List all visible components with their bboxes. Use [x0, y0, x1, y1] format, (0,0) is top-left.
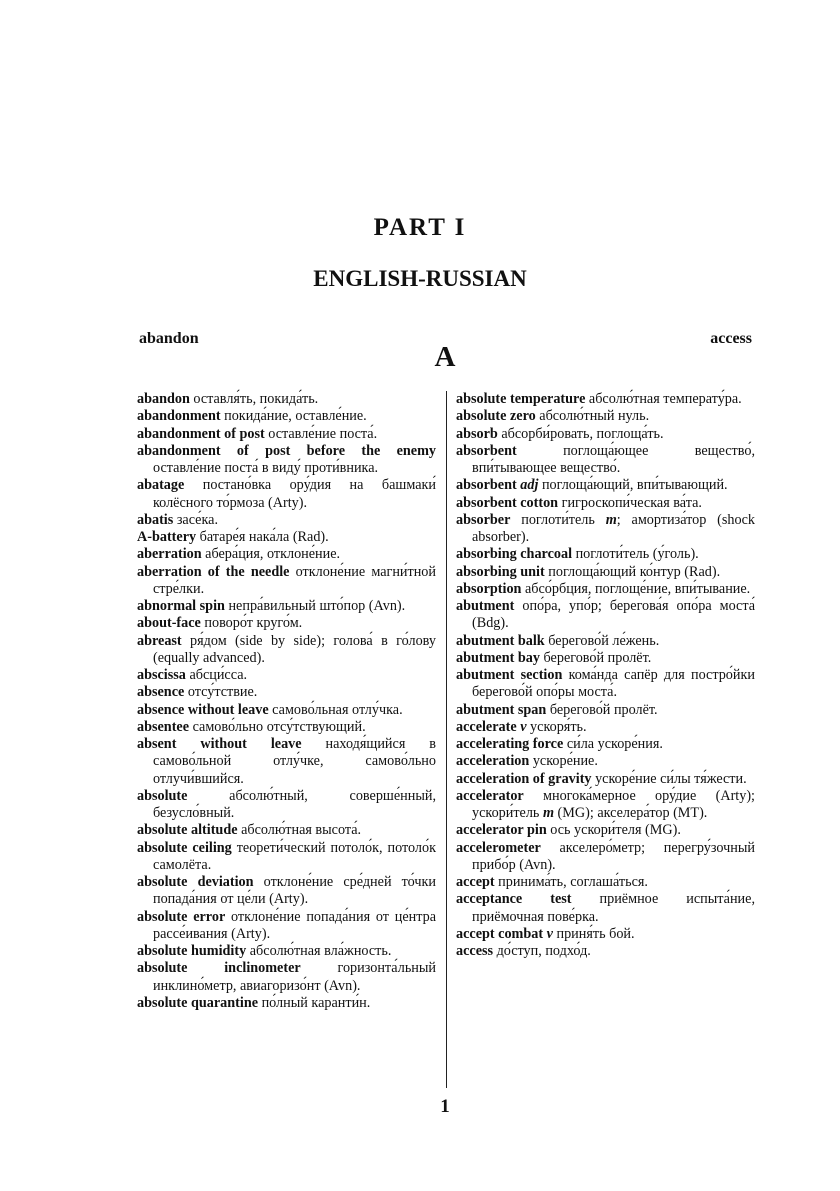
dictionary-entry: [137, 667, 436, 684]
entry-headword: abutment section: [456, 667, 563, 683]
entry-headword: absorbent: [456, 442, 517, 459]
entry-definition: покида́ние, оставле́ние.: [224, 408, 367, 425]
entry-headword: acceptance test: [456, 891, 572, 908]
entry-headword: absorption: [456, 580, 522, 597]
entry-definition: абсо́рбция, поглоще́ние, впи́тывание.: [524, 580, 751, 597]
entry-definition: оставле́ние поста́ в виду́ проти́вника.: [153, 460, 379, 476]
entry-headword: accelerator pin: [456, 822, 547, 839]
entry-definition: отсу́тствие.: [187, 684, 258, 701]
entry-definition: засе́ка.: [176, 511, 219, 528]
dictionary-entry: [137, 909, 436, 944]
dictionary-entry: [137, 684, 436, 701]
entry-grammar-label: adj: [520, 477, 539, 494]
entry-headword: absorbent cotton: [456, 494, 559, 511]
dictionary-entry: [456, 943, 755, 960]
entry-headword: abandonment of post before the enemy: [137, 442, 436, 459]
entry-headword: aberration of the needle: [137, 563, 290, 580]
entry-headword: absence: [137, 684, 185, 701]
guide-word-right: access: [710, 330, 752, 347]
entry-headword: absorbent: [456, 477, 517, 494]
entry-definition: самово́льная отлу́чка.: [272, 701, 403, 718]
entry-definition-continued: ; амортиза́тор (shock absorber).: [472, 511, 755, 545]
dictionary-entry: [456, 581, 755, 598]
dictionary-entry: [137, 702, 436, 719]
dictionary-entry: [137, 598, 436, 615]
section-letter: A: [434, 341, 456, 373]
dictionary-entry: [456, 719, 755, 736]
entry-headword: absorber: [456, 511, 511, 528]
entry-definition: ря́дом (side by side); голова́ в го́лову (equally advanced).: [153, 632, 436, 666]
dictionary-entry: [456, 408, 755, 425]
entry-definition: поглоти́тель (у́голь).: [575, 546, 699, 563]
entry-definition-continued: (MG); акселера́тор (MT).: [557, 805, 708, 821]
entry-definition: приня́ть бой.: [556, 925, 635, 942]
entry-definition: отклоне́ние попада́ния от це́нтра рассе́ивания (Arty).: [153, 908, 437, 942]
entry-headword: accelerate: [456, 718, 517, 735]
dictionary-entry: [456, 512, 755, 547]
dictionary-entry: [456, 443, 755, 478]
entry-grammar-label: v: [546, 925, 553, 942]
entry-headword: abandonment: [137, 408, 221, 425]
section-title: ENGLISH-RUSSIAN: [313, 266, 527, 291]
dictionary-entry: [137, 408, 436, 425]
entry-definition: абсолю́тная температу́ра.: [588, 391, 742, 407]
dictionary-entry: [137, 960, 436, 995]
page-number: 1: [440, 1096, 450, 1117]
dictionary-entry: [137, 615, 436, 632]
entry-definition: поглоща́ющее вещество́, впи́тывающее вещество́.: [472, 442, 756, 476]
entry-headword: accelerating force: [456, 736, 564, 752]
entry-definition: оставле́ние поста́.: [268, 425, 378, 442]
dictionary-entry: [456, 426, 755, 443]
entry-headword: absolute inclinometer: [137, 960, 301, 977]
entry-definition: до́ступ, подхо́д.: [496, 943, 591, 959]
entry-definition: отклоне́ние сре́дней то́чки попада́ния от це́ли (Arty).: [153, 874, 437, 908]
entry-definition: абсолю́тная высота́.: [241, 822, 362, 839]
entry-grammar-label: v: [520, 718, 527, 735]
column-divider: [446, 391, 447, 1088]
entry-definition: теорети́ческий потоло́к, потоло́к самолёта.: [153, 839, 436, 873]
entry-definition: берегово́й пролёт.: [543, 649, 652, 666]
dictionary-entry: [137, 874, 436, 909]
entry-definition: находя́щийся в самово́льной отлу́чке, самово́льно отлучи́вшийся.: [153, 736, 437, 787]
dictionary-entry: [137, 443, 436, 478]
dictionary-entry: [456, 546, 755, 563]
entry-definition: абсци́сса.: [189, 667, 248, 683]
entry-headword: absolute quarantine: [137, 994, 259, 1011]
dictionary-entry: [456, 874, 755, 891]
entry-definition: берегово́й ле́жень.: [548, 632, 660, 649]
dictionary-entry: [137, 633, 436, 668]
entry-headword: absorb: [456, 425, 498, 442]
dictionary-entry: [137, 529, 436, 546]
entry-definition: абсорби́ровать, поглоща́ть.: [501, 425, 664, 442]
entry-definition: принима́ть, соглаша́ться.: [498, 874, 648, 890]
dictionary-entry: [456, 667, 755, 702]
part-title: PART I: [373, 214, 467, 241]
dictionary-entry: [137, 564, 436, 599]
entry-definition: поглоти́тель: [521, 511, 595, 528]
dictionary-entry: [137, 788, 436, 823]
entry-definition: кома́нда сапёр для постро́йки берегово́й опо́ры моста́.: [472, 667, 755, 701]
entry-headword: absorbing unit: [456, 563, 545, 580]
entry-definition: берегово́й пролёт.: [549, 701, 658, 718]
entry-headword: abutment bay: [456, 649, 540, 666]
entry-headword: absolute altitude: [137, 822, 238, 839]
entry-definition: абсолю́тная вла́жность.: [249, 943, 392, 959]
dictionary-entry: [137, 995, 436, 1012]
entry-headword: acceleration of gravity: [456, 770, 592, 787]
dictionary-entry: [137, 391, 436, 408]
entry-definition: оставля́ть, покида́ть.: [193, 391, 319, 407]
dictionary-entry: [456, 926, 755, 943]
entry-definition: опо́ра, упо́р; берегова́я опо́ра моста́ (Bdg).: [472, 598, 756, 632]
entry-headword: absorbing charcoal: [456, 546, 573, 563]
entry-definition: абера́ция, отклоне́ние.: [205, 546, 341, 563]
entry-definition: си́ла ускоре́ния.: [566, 736, 663, 752]
dictionary-entry: [137, 546, 436, 563]
entry-headword: absolute temperature: [456, 391, 586, 407]
entry-grammar-label: m: [605, 511, 617, 528]
dictionary-entry: [137, 719, 436, 736]
entry-headword: absolute error: [137, 908, 226, 925]
entry-headword: absent without leave: [137, 736, 302, 752]
entry-headword: abreast: [137, 632, 182, 649]
entries-column-left: [137, 391, 436, 1012]
entry-definition: поворо́т круго́м.: [204, 615, 303, 632]
entry-headword: abatage: [137, 477, 185, 494]
entry-definition: многока́мерное ору́дие (Arty); ускори́тель: [472, 787, 755, 821]
entry-headword: absolute: [137, 787, 188, 804]
entry-headword: accept combat: [456, 925, 544, 942]
entry-definition: абсолю́тный, соверше́нный, безусло́вный.: [153, 787, 437, 821]
entry-definition: отклоне́ние магни́тной стре́лки.: [153, 563, 436, 597]
entry-definition: непра́вильный што́пор (Avn).: [228, 598, 406, 614]
dictionary-entry: [137, 822, 436, 839]
dictionary-entry: [456, 736, 755, 753]
dictionary-entry: [137, 736, 436, 788]
entry-headword: abnormal spin: [137, 598, 225, 614]
entry-headword: accept: [456, 874, 495, 890]
entry-definition: ускоря́ть.: [530, 718, 587, 735]
entry-definition: поглоща́ющий, впи́тывающий.: [541, 477, 728, 494]
dictionary-entry: [456, 840, 755, 875]
entries-column-right: [456, 391, 755, 960]
dictionary-entry: [456, 598, 755, 633]
entry-definition: ускоре́ние си́лы тя́жести.: [595, 770, 747, 787]
entry-definition: батаре́я нака́ла (Rad).: [199, 529, 329, 545]
dictionary-entry: [456, 477, 755, 494]
dictionary-entry: [456, 633, 755, 650]
entry-headword: acceleration: [456, 753, 530, 770]
entry-definition: гигроскопи́ческая ва́та.: [561, 494, 702, 511]
guide-word-left: abandon: [139, 330, 199, 347]
dictionary-entry: [137, 840, 436, 875]
dictionary-entry: [137, 477, 436, 512]
entry-headword: abutment: [456, 598, 515, 614]
entry-definition: абсолю́тный нуль.: [539, 408, 650, 425]
entry-headword: accelerator: [456, 787, 524, 804]
entry-headword: abutment balk: [456, 632, 545, 649]
dictionary-entry: [456, 391, 755, 408]
entry-headword: abscissa: [137, 667, 186, 683]
entry-headword: access: [456, 943, 494, 959]
entry-headword: abutment span: [456, 701, 547, 718]
entry-headword: absentee: [137, 718, 190, 735]
entry-definition: ось ускори́теля (MG).: [550, 822, 681, 839]
entry-headword: about-face: [137, 615, 201, 632]
dictionary-entry: [456, 702, 755, 719]
entry-headword: abandon: [137, 391, 190, 407]
dictionary-entry: [456, 650, 755, 667]
entry-headword: abandonment of post: [137, 425, 265, 442]
entry-definition: акселеро́метр; перегру́зочный прибо́р (Avn).: [472, 839, 755, 873]
entry-definition: постано́вка ору́дия на башмаки́ колёсного то́рмоза (Arty).: [153, 477, 436, 511]
dictionary-entry: [137, 943, 436, 960]
dictionary-entry: [456, 822, 755, 839]
entry-grammar-label: m: [542, 805, 554, 821]
dictionary-entry: [137, 426, 436, 443]
dictionary-entry: [456, 564, 755, 581]
dictionary-entry: [456, 495, 755, 512]
entry-headword: absolute deviation: [137, 874, 254, 890]
entry-definition: самово́льно отсу́тствующий.: [192, 718, 366, 735]
entry-headword: accelerometer: [456, 839, 541, 856]
dictionary-entry: [456, 891, 755, 926]
entry-headword: A-battery: [137, 529, 197, 545]
dictionary-entry: [456, 788, 755, 823]
entry-definition: горизонта́льный инклино́метр, авиагоризо́нт (Avn).: [153, 960, 437, 994]
entry-headword: absolute zero: [456, 408, 536, 425]
entry-definition: по́лный каранти́н.: [261, 994, 371, 1011]
dictionary-entry: [456, 771, 755, 788]
entry-headword: absence without leave: [137, 701, 269, 718]
entry-headword: abatis: [137, 511, 174, 528]
dictionary-entry: [456, 753, 755, 770]
entry-definition: приёмное испыта́ние, приёмочная пове́рка.: [472, 891, 755, 925]
dictionary-entry: [137, 512, 436, 529]
entry-headword: aberration: [137, 546, 202, 563]
entry-headword: absolute humidity: [137, 943, 247, 959]
entry-headword: absolute ceiling: [137, 839, 232, 856]
entry-definition: ускоре́ние.: [532, 753, 598, 770]
entry-definition: поглоща́ющий ко́нтур (Rad).: [548, 563, 721, 580]
